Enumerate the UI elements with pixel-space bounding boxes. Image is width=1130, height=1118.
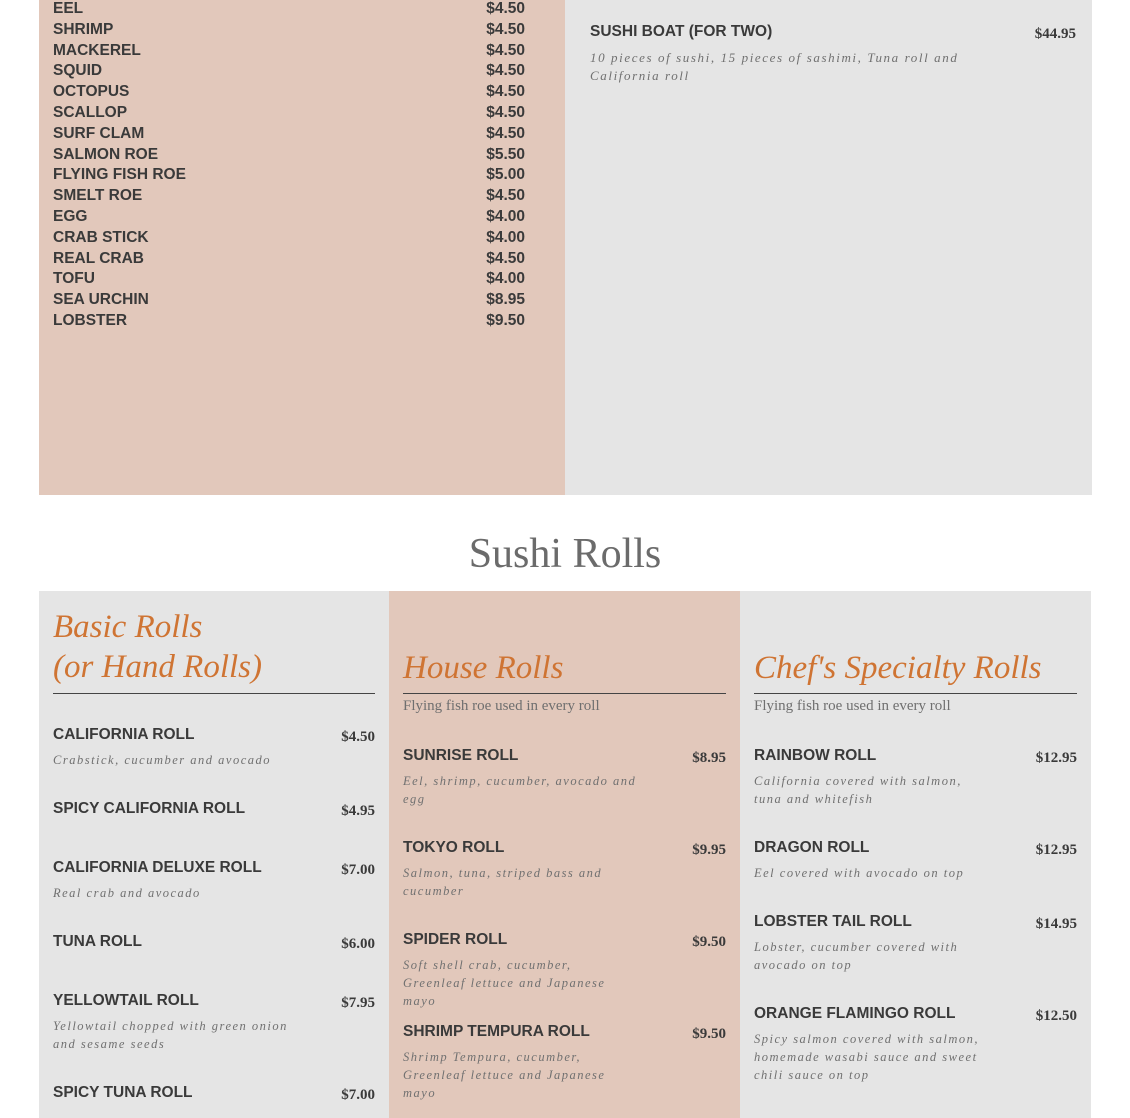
item-price: $6.00 bbox=[341, 936, 375, 952]
item-price: $4.50 bbox=[486, 124, 525, 142]
item-description: Eel covered with avocado on top bbox=[754, 866, 965, 880]
item-name: SPICY CALIFORNIA ROLL bbox=[53, 800, 246, 817]
item-name: SCALLOP bbox=[53, 103, 128, 121]
list-item bbox=[53, 208, 525, 229]
item-description: Soft shell crab, cucumber, Greenleaf lettuce and Japanese mayo bbox=[403, 958, 606, 1008]
item-price: $7.95 bbox=[341, 995, 375, 1011]
item-price: $9.50 bbox=[692, 1026, 726, 1042]
item-name: LOBSTER bbox=[53, 311, 128, 329]
item-description: Crabstick, cucumber and avocado bbox=[53, 753, 271, 767]
item-price: $4.50 bbox=[341, 729, 375, 745]
item-price: $14.95 bbox=[1035, 916, 1077, 932]
item-description: Eel, shrimp, cucumber, avocado and egg bbox=[403, 774, 637, 806]
item-price: $4.50 bbox=[486, 103, 525, 121]
item-description: Salmon, tuna, striped bass and cucumber bbox=[403, 866, 603, 898]
item-price: $9.50 bbox=[692, 934, 726, 950]
list-item bbox=[53, 291, 525, 312]
item-name: LOBSTER TAIL ROLL bbox=[754, 913, 912, 930]
nigiri-list bbox=[53, 0, 525, 333]
item-name: SUNRISE ROLL bbox=[403, 747, 519, 764]
item-name: SHRIMP TEMPURA ROLL bbox=[403, 1023, 590, 1040]
item-price: $4.00 bbox=[486, 270, 525, 288]
item-price: $12.95 bbox=[1035, 842, 1077, 858]
basic-rolls-column bbox=[39, 591, 389, 1118]
item-price: $4.50 bbox=[486, 41, 525, 59]
item-price: $9.95 bbox=[692, 842, 726, 858]
basic-rolls-heading bbox=[53, 607, 262, 687]
list-item bbox=[53, 187, 525, 208]
item-name: MACKEREL bbox=[53, 41, 141, 59]
item-price: $5.50 bbox=[486, 145, 525, 163]
list-item bbox=[53, 0, 525, 21]
divider bbox=[403, 693, 726, 694]
house-rolls-column bbox=[389, 591, 740, 1118]
list-item bbox=[53, 21, 525, 42]
item-name: SEA URCHIN bbox=[53, 291, 149, 309]
item-name: TUNA ROLL bbox=[53, 933, 142, 950]
item-price: $9.50 bbox=[486, 311, 525, 329]
divider bbox=[53, 693, 375, 694]
list-item bbox=[53, 166, 525, 187]
item-name: YELLOWTAIL ROLL bbox=[53, 992, 199, 1009]
item-price: $8.95 bbox=[486, 291, 525, 309]
item-price: $12.95 bbox=[1035, 750, 1077, 766]
item-price: $4.00 bbox=[486, 207, 525, 225]
boat-name: SUSHI BOAT (FOR TWO) bbox=[590, 23, 773, 40]
item-description: Real crab and avocado bbox=[53, 886, 201, 900]
chef-rolls-subtitle: Flying fish roe used in every roll bbox=[754, 698, 951, 714]
section-title: Sushi Rolls bbox=[468, 531, 662, 577]
item-price: $4.50 bbox=[486, 83, 525, 101]
list-item bbox=[53, 229, 525, 250]
item-name: CALIFORNIA ROLL bbox=[53, 726, 195, 743]
list-item bbox=[53, 270, 525, 291]
item-price: $8.95 bbox=[692, 750, 726, 766]
item-name: SPIDER ROLL bbox=[403, 931, 508, 948]
list-item bbox=[53, 104, 525, 125]
item-name: SPICY TUNA ROLL bbox=[53, 1084, 193, 1101]
item-price: $4.95 bbox=[341, 803, 375, 819]
item-description: Shrimp Tempura, cucumber, Greenleaf lettuce and Japanese mayo bbox=[403, 1050, 606, 1100]
basic-rolls-title-line2: (or Hand Rolls) bbox=[53, 649, 262, 685]
item-description: Lobster, cucumber covered with avocado on top bbox=[754, 940, 959, 972]
item-name: SQUID bbox=[53, 62, 103, 80]
item-name: TOKYO ROLL bbox=[403, 839, 505, 856]
list-item bbox=[53, 42, 525, 63]
list-item bbox=[53, 62, 525, 83]
list-item bbox=[53, 312, 525, 333]
house-rolls-subtitle: Flying fish roe used in every roll bbox=[403, 698, 600, 714]
item-name: FLYING FISH ROE bbox=[53, 166, 186, 184]
item-name: CALIFORNIA DELUXE ROLL bbox=[53, 859, 262, 876]
item-name: EGG bbox=[53, 207, 88, 225]
divider bbox=[754, 693, 1077, 694]
item-name: SALMON ROE bbox=[53, 145, 159, 163]
list-item bbox=[53, 83, 525, 104]
item-name: TOFU bbox=[53, 270, 95, 288]
boat-price: $44.95 bbox=[1034, 26, 1076, 42]
list-item bbox=[53, 125, 525, 146]
list-item bbox=[53, 146, 525, 167]
item-price: $4.50 bbox=[486, 249, 525, 267]
list-item bbox=[53, 250, 525, 271]
item-price: $4.50 bbox=[486, 187, 525, 205]
basic-rolls-title-line1: Basic Rolls bbox=[53, 609, 203, 645]
item-description: Yellowtail chopped with green onion and sesame seeds bbox=[53, 1019, 288, 1051]
item-name: SMELT ROE bbox=[53, 187, 143, 205]
house-rolls-title: House Rolls bbox=[403, 650, 564, 686]
item-price: $7.00 bbox=[341, 862, 375, 878]
item-description: Spicy salmon covered with salmon, homemade wasabi sauce and sweet chili sauce on top bbox=[754, 1032, 980, 1082]
item-price: $4.50 bbox=[486, 0, 525, 17]
item-price: $12.50 bbox=[1035, 1008, 1077, 1024]
item-name: CRAB STICK bbox=[53, 228, 149, 246]
item-price: $4.00 bbox=[486, 228, 525, 246]
item-price: $7.00 bbox=[341, 1087, 375, 1103]
item-price: $4.50 bbox=[486, 62, 525, 80]
item-name: REAL CRAB bbox=[53, 249, 144, 267]
item-name: SURF CLAM bbox=[53, 124, 145, 142]
item-price: $5.00 bbox=[486, 166, 525, 184]
item-name: EEL bbox=[53, 0, 84, 17]
boat-description: 10 pieces of sushi, 15 pieces of sashimi, Tuna roll and California roll bbox=[590, 50, 959, 83]
item-name: OCTOPUS bbox=[53, 83, 130, 101]
chef-rolls-column bbox=[740, 591, 1091, 1118]
chef-rolls-title: Chef's Specialty Rolls bbox=[754, 650, 1042, 686]
item-name: DRAGON ROLL bbox=[754, 839, 870, 856]
item-name: RAINBOW ROLL bbox=[754, 747, 877, 764]
item-description: California covered with salmon, tuna and whitefish bbox=[754, 774, 962, 806]
item-name: SHRIMP bbox=[53, 20, 114, 38]
item-price: $4.50 bbox=[486, 20, 525, 38]
item-name: ORANGE FLAMINGO ROLL bbox=[754, 1005, 956, 1022]
